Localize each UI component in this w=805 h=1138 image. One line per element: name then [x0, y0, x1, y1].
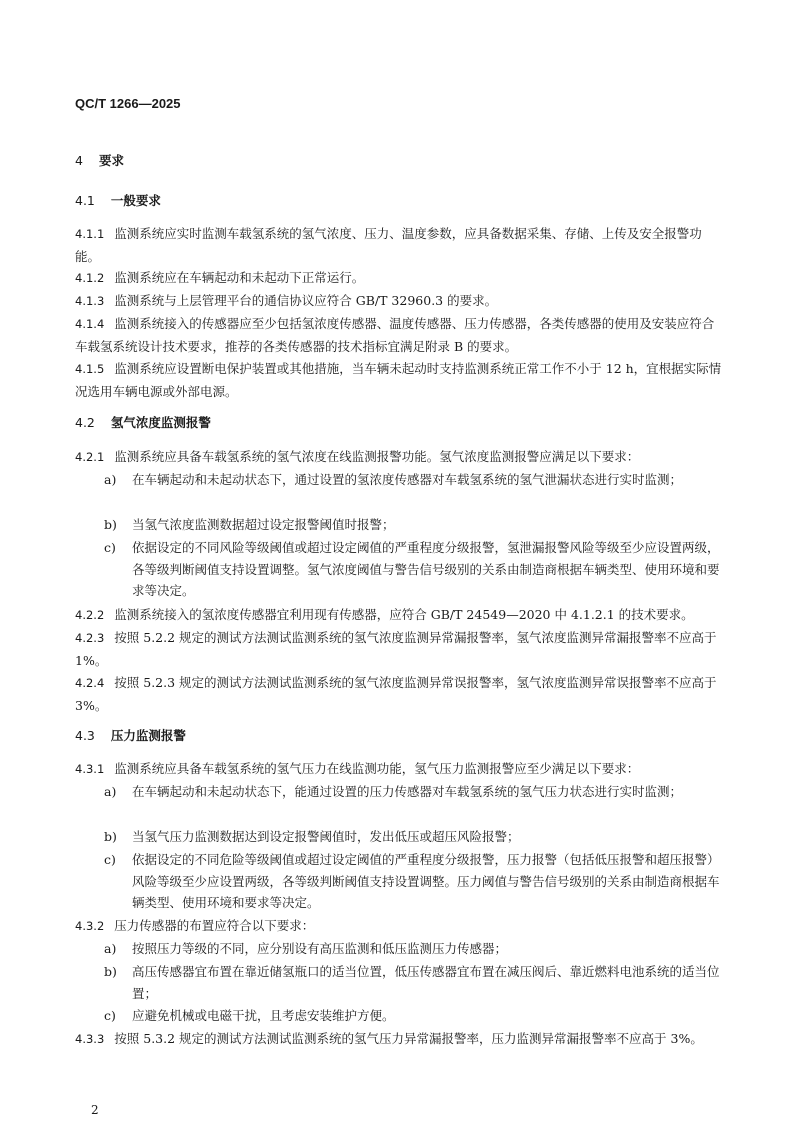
- clause-4-1-3: [75, 290, 725, 313]
- list-marker: b): [104, 829, 117, 844]
- section-number: 4: [75, 153, 83, 168]
- standard-code: QC/T 1266—2025: [75, 96, 181, 111]
- clause-text: 按照 5.2.3 规定的测试方法测试监测系统的氢气浓度监测异常误报警率，氢气浓度监测异常误报警率不应高于 3%。: [75, 675, 717, 713]
- clause-number: 4.1.2: [75, 271, 105, 285]
- list-item-b: [104, 826, 725, 848]
- section-title: 氢气浓度监测报警: [110, 415, 211, 430]
- list-item-c: [104, 1005, 725, 1027]
- list-item-a: [104, 469, 725, 491]
- clause-number: 4.2.2: [75, 608, 105, 622]
- clause-number: 4.2.1: [75, 450, 105, 464]
- clause-text: 监测系统应实时监测车载氢系统的氢气浓度、压力、温度参数，应具备数据采集、存储、上传及安全报警功能。: [75, 226, 702, 264]
- list-text: 当氢气压力监测数据达到设定报警阈值时，发出低压或超压风险报警；: [132, 829, 520, 844]
- section-4-2-heading: [75, 413, 211, 431]
- section-number: 4.1: [75, 193, 95, 208]
- clause-text: 监测系统应具备车载氢系统的氢气压力在线监测功能，氢气压力监测报警应至少满足以下要求：: [114, 761, 640, 776]
- clause-text: 按照 5.2.2 规定的测试方法测试监测系统的氢气浓度监测异常漏报警率，氢气浓度监测异常漏报警率不应高于 1%。: [75, 630, 717, 668]
- clause-text: 压力传感器的布置应符合以下要求：: [114, 918, 315, 933]
- clause-text: 监测系统接入的传感器应至少包括氢浓度传感器、温度传感器、压力传感器，各类传感器的使用及安装应符合车载氢系统设计技术要求，推荐的各类传感器的技术指标宜满足附录 B 的要求。: [75, 316, 715, 354]
- clause-4-1-4: [75, 313, 725, 357]
- list-item-c: [104, 849, 725, 914]
- clause-4-2-1: [75, 446, 725, 469]
- list-item-b: [104, 514, 725, 536]
- clause-4-2-2: [75, 604, 725, 627]
- page-number: 2: [91, 1103, 99, 1117]
- list-marker: b): [104, 964, 117, 979]
- clause-4-2-4: [75, 672, 725, 716]
- list-item-a: [104, 938, 725, 960]
- clause-number: 4.1.3: [75, 294, 105, 308]
- list-item-c: [104, 537, 725, 602]
- clause-number: 4.3.3: [75, 1032, 105, 1046]
- clause-4-1-1: [75, 223, 725, 267]
- list-marker: a): [104, 472, 117, 487]
- section-4-3-heading: [75, 726, 186, 744]
- clause-number: 4.2.3: [75, 631, 105, 645]
- list-marker: b): [104, 517, 117, 532]
- list-item-b: [104, 961, 725, 1004]
- section-number: 4.2: [75, 415, 95, 430]
- clause-4-2-3: [75, 627, 725, 671]
- clause-text: 监测系统与上层管理平台的通信协议应符合 GB/T 32960.3 的要求。: [114, 293, 498, 308]
- list-text: 依据设定的不同风险等级阈值或超过设定阈值的严重程度分级报警，氢泄漏报警风险等级至少应设置两级，各等级判断阈值支持设置调整。氢气浓度阈值与警告信号级别的关系由制造商根据车辆类型、使用环境和要求等决定。: [132, 540, 720, 598]
- clause-4-3-1: [75, 758, 725, 781]
- clause-text: 监测系统应具备车载氢系统的氢气浓度在线监测报警功能。氢气浓度监测报警应满足以下要求：: [114, 449, 640, 464]
- clause-4-1-5: [75, 358, 725, 402]
- clause-4-3-2: [75, 915, 725, 938]
- clause-number: 4.1.4: [75, 317, 105, 331]
- clause-text: 监测系统应在车辆起动和未起动下正常运行。: [114, 270, 365, 285]
- clause-text: 监测系统应设置断电保护装置或其他措施，当车辆未起动时支持监测系统正常工作不小于 12 h，宜根据实际情况选用车辆电源或外部电源。: [75, 361, 722, 399]
- list-text: 应避免机械或电磁干扰，且考虑安装维护方便。: [132, 1008, 395, 1023]
- list-marker: c): [104, 852, 116, 867]
- list-marker: a): [104, 941, 117, 956]
- clause-text: 监测系统接入的氢浓度传感器宜利用现有传感器，应符合 GB/T 24549—2020 中 4.1.2.1 的技术要求。: [114, 607, 694, 622]
- section-4-heading: [75, 151, 124, 169]
- list-text: 在车辆起动和未起动状态下，通过设置的氢浓度传感器对车载氢系统的氢气泄漏状态进行实时监测；: [132, 472, 683, 487]
- list-marker: a): [104, 784, 117, 799]
- section-title: 一般要求: [110, 193, 161, 208]
- clause-text: 按照 5.3.2 规定的测试方法测试监测系统的氢气压力异常漏报警率，压力监测异常漏报警率不应高于 3%。: [114, 1031, 703, 1046]
- clause-number: 4.2.4: [75, 676, 105, 690]
- clause-4-3-3: [75, 1028, 725, 1051]
- section-title: 要求: [98, 153, 124, 168]
- clause-number: 4.3.2: [75, 919, 105, 933]
- clause-4-1-2: [75, 267, 725, 290]
- clause-number: 4.1.1: [75, 227, 105, 241]
- list-text: 在车辆起动和未起动状态下，能通过设置的压力传感器对车载氢系统的氢气压力状态进行实时监测；: [132, 784, 683, 799]
- clause-number: 4.3.1: [75, 762, 105, 776]
- list-marker: c): [104, 1008, 116, 1023]
- section-number: 4.3: [75, 728, 95, 743]
- list-text: 按照压力等级的不同，应分别设有高压监测和低压监测压力传感器；: [132, 941, 508, 956]
- list-text: 高压传感器宜布置在靠近储氢瓶口的适当位置，低压传感器宜布置在减压阀后、靠近燃料电池系统的适当位置；: [132, 964, 720, 1001]
- clause-number: 4.1.5: [75, 362, 105, 376]
- list-text: 当氢气浓度监测数据超过设定报警阈值时报警；: [132, 517, 395, 532]
- list-item-a: [104, 781, 725, 803]
- section-title: 压力监测报警: [110, 728, 186, 743]
- list-marker: c): [104, 540, 116, 555]
- section-4-1-heading: [75, 191, 161, 209]
- list-text: 依据设定的不同危险等级阈值或超过设定阈值的严重程度分级报警，压力报警（包括低压报警和超压报警）风险等级至少应设置两级，各等级判断阈值支持设置调整。压力阈值与警告信号级别的关系由制造商根据车辆类型、使用环境和要求等决定。: [132, 852, 720, 910]
